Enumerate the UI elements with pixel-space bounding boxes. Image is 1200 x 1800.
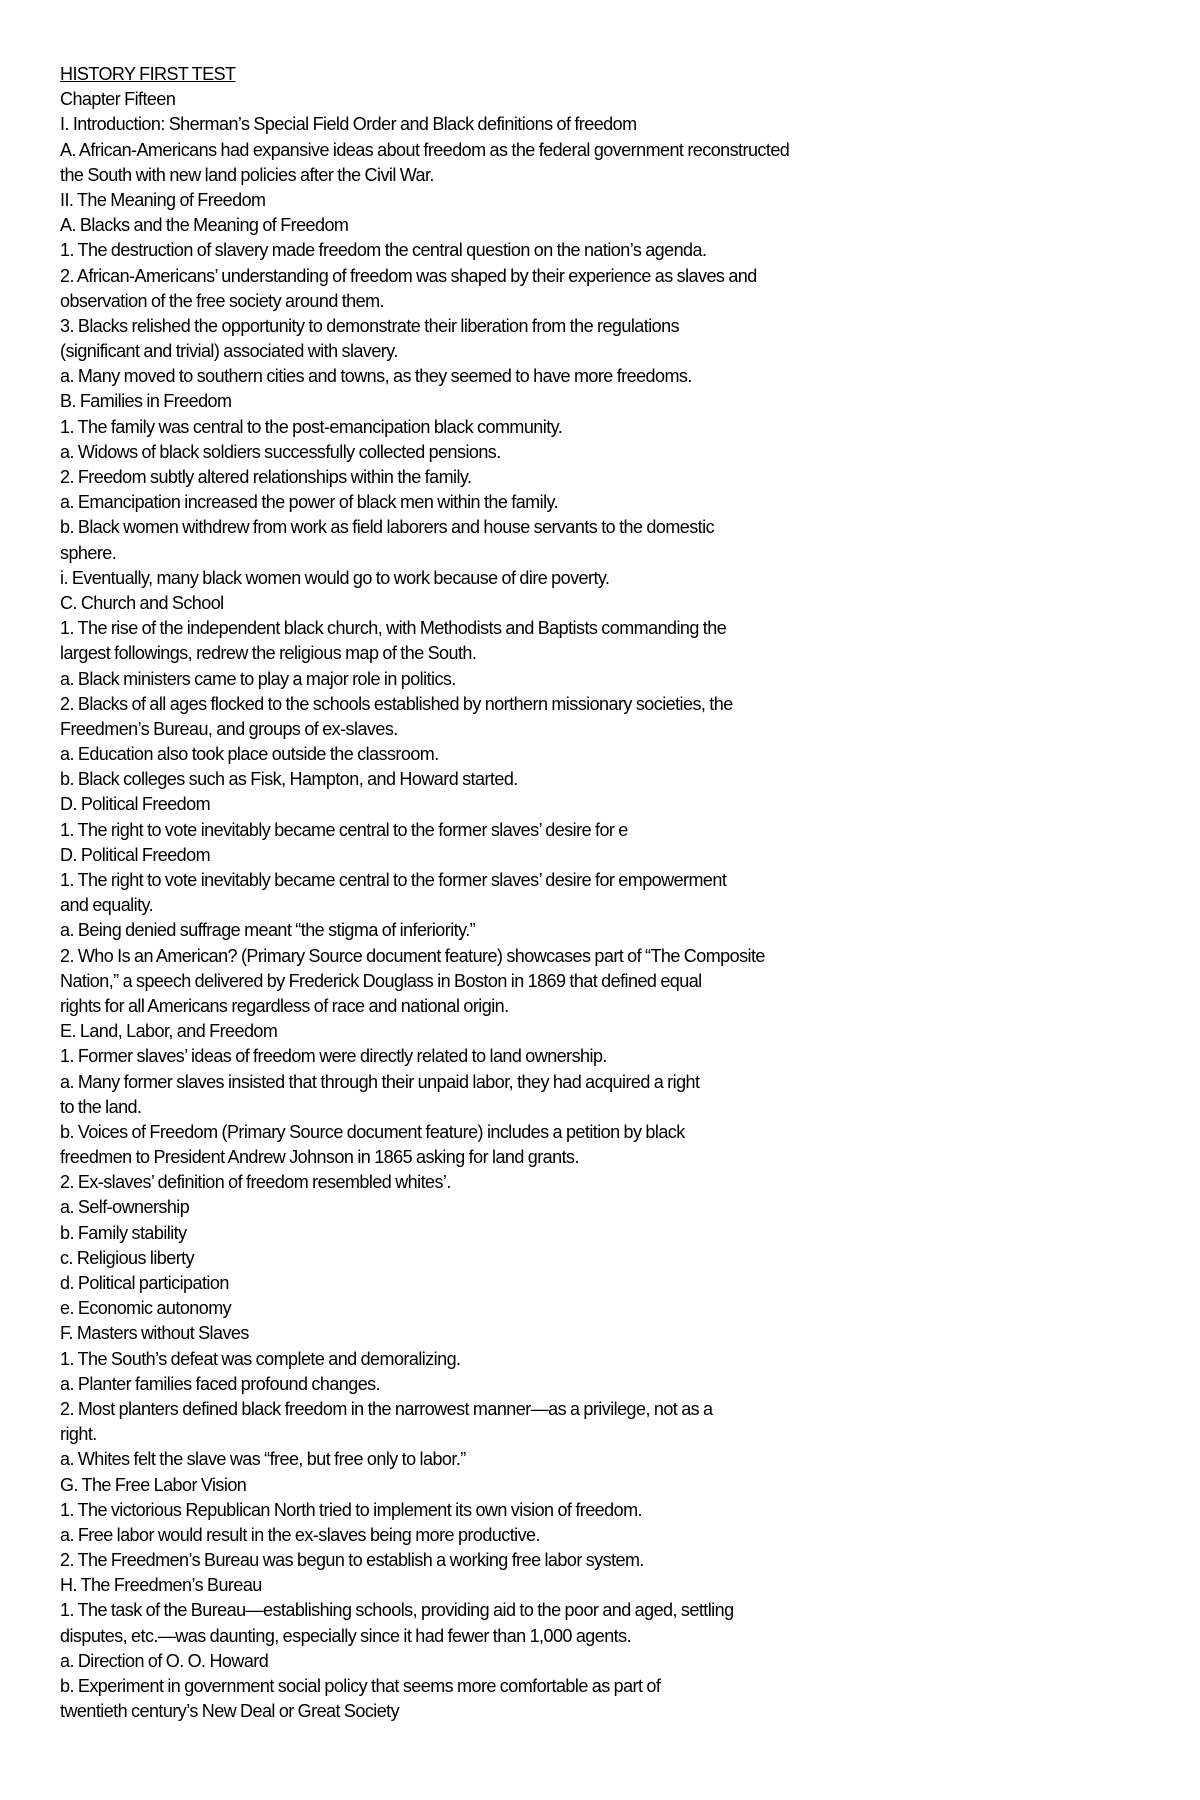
document-line: 1. Former slaves’ ideas of freedom were directly related to land ownership. (60, 1046, 607, 1067)
document-line: a. Self-ownership (60, 1197, 190, 1218)
document-line: a. Emancipation increased the power of black men within the family. (60, 492, 559, 513)
document-line: b. Black colleges such as Fisk, Hampton, and Howard started. (60, 769, 518, 790)
document-line: 2. Blacks of all ages flocked to the schools established by northern missionary societies, the (60, 693, 733, 714)
document-line: I. Introduction: Sherman’s Special Field Order and Black definitions of freedom (60, 114, 637, 135)
document-line: II. The Meaning of Freedom (60, 189, 266, 210)
document-line: 1. The family was central to the post-emancipation black community. (60, 416, 563, 437)
document-line: e. Economic autonomy (60, 1298, 232, 1319)
document-line: disputes, etc.—was daunting, especially since it had fewer than 1,000 agents. (60, 1625, 632, 1646)
document-line: twentieth century’s New Deal or Great Society (60, 1701, 400, 1722)
document-line: 2. African-Americans’ understanding of freedom was shaped by their experience as slaves and (60, 265, 757, 286)
document-line: a. Many former slaves insisted that through their unpaid labor, they had acquired a right (60, 1071, 700, 1092)
document-line: b. Experiment in government social policy that seems more comfortable as part of (60, 1676, 661, 1696)
document-line: observation of the free society around them. (60, 290, 385, 311)
document-line: rights for all Americans regardless of race and national origin. (60, 995, 509, 1016)
document-line: largest followings, redrew the religious map of the South. (60, 643, 477, 664)
document-line: 2. Who Is an American? (Primary Source document feature) showcases part of “The Composite (60, 945, 765, 966)
document-line: Freedmen’s Bureau, and groups of ex-slaves. (60, 718, 398, 739)
document-line: c. Religious liberty (60, 1247, 195, 1268)
document-line: E. Land, Labor, and Freedom (60, 1021, 278, 1042)
document-line: a. Widows of black soldiers successfully collected pensions. (60, 441, 501, 462)
document-line: i. Eventually, many black women would go to work because of dire poverty. (60, 567, 610, 588)
document-line: to the land. (60, 1096, 142, 1117)
document-line: 2. Most planters defined black freedom in the narrowest manner—as a privilege, not as a (60, 1398, 713, 1419)
document-line: b. Black women withdrew from work as field laborers and house servants to the domestic (60, 517, 715, 538)
document-line: 1. The right to vote inevitably became central to the former slaves’ desire for e (60, 819, 628, 840)
document-line: b. Voices of Freedom (Primary Source document feature) includes a petition by black (60, 1121, 685, 1142)
document-line: a. Being denied suffrage meant “the stigma of inferiority.” (60, 920, 476, 941)
document-line: Nation,” a speech delivered by Frederick Douglass in Boston in 1869 that defined equal (60, 970, 702, 991)
document-title: HISTORY FIRST TEST (60, 64, 236, 84)
document-line: a. Whites felt the slave was “free, but free only to labor.” (60, 1449, 466, 1470)
document-line: a. Many moved to southern cities and towns, as they seemed to have more freedoms. (60, 366, 692, 387)
document-line: (significant and trivial) associated with slavery. (60, 341, 398, 362)
document-lines (60, 87, 1100, 1724)
document-line: 1. The task of the Bureau—establishing schools, providing aid to the poor and aged, settling (60, 1600, 734, 1621)
document-line: A. African-Americans had expansive ideas about freedom as the federal government reconstructed (60, 139, 790, 160)
document-line: a. Education also took place outside the classroom. (60, 744, 439, 765)
document-line: D. Political Freedom (60, 794, 211, 815)
document-line: 3. Blacks relished the opportunity to demonstrate their liberation from the regulations (60, 315, 680, 336)
document-line: a. Free labor would result in the ex-slaves being more productive. (60, 1524, 540, 1545)
document-line: 2. Freedom subtly altered relationships within the family. (60, 467, 472, 487)
document-line: H. The Freedmen’s Bureau (60, 1575, 262, 1596)
document-line: C. Church and School (60, 592, 224, 613)
document-line: b. Family stability (60, 1222, 187, 1243)
document-line: a. Direction of O. O. Howard (60, 1650, 269, 1671)
document-line: 1. The right to vote inevitably became central to the former slaves’ desire for empowerment (60, 870, 727, 890)
document-line: 1. The victorious Republican North tried to implement its own vision of freedom. (60, 1499, 642, 1520)
document-line: B. Families in Freedom (60, 391, 232, 412)
document-line: freedmen to President Andrew Johnson in 1865 asking for land grants. (60, 1147, 579, 1168)
document-line: Chapter Fifteen (60, 89, 176, 110)
document-line: the South with new land policies after the Civil War. (60, 164, 434, 185)
document-line: 2. The Freedmen’s Bureau was begun to establish a working free labor system. (60, 1550, 644, 1571)
document-line: sphere. (60, 542, 117, 563)
document-line: D. Political Freedom (60, 844, 211, 865)
document-line: F. Masters without Slaves (60, 1323, 249, 1344)
document-line: 2. Ex-slaves’ definition of freedom resembled whites’. (60, 1172, 451, 1193)
document-line: 1. The South’s defeat was complete and demoralizing. (60, 1348, 461, 1369)
document-line: 1. The destruction of slavery made freedom the central question on the nation’s agenda. (60, 240, 707, 261)
document-line: G. The Free Labor Vision (60, 1474, 247, 1495)
document-line: d. Political participation (60, 1273, 229, 1293)
document-line: a. Black ministers came to play a major role in politics. (60, 668, 456, 689)
document-line: right. (60, 1424, 97, 1445)
document-line: and equality. (60, 895, 154, 916)
document-line: A. Blacks and the Meaning of Freedom (60, 215, 349, 236)
document-line: 1. The rise of the independent black church, with Methodists and Baptists commanding the (60, 618, 727, 639)
document-body (60, 62, 1100, 1724)
document-line: a. Planter families faced profound changes. (60, 1373, 381, 1394)
